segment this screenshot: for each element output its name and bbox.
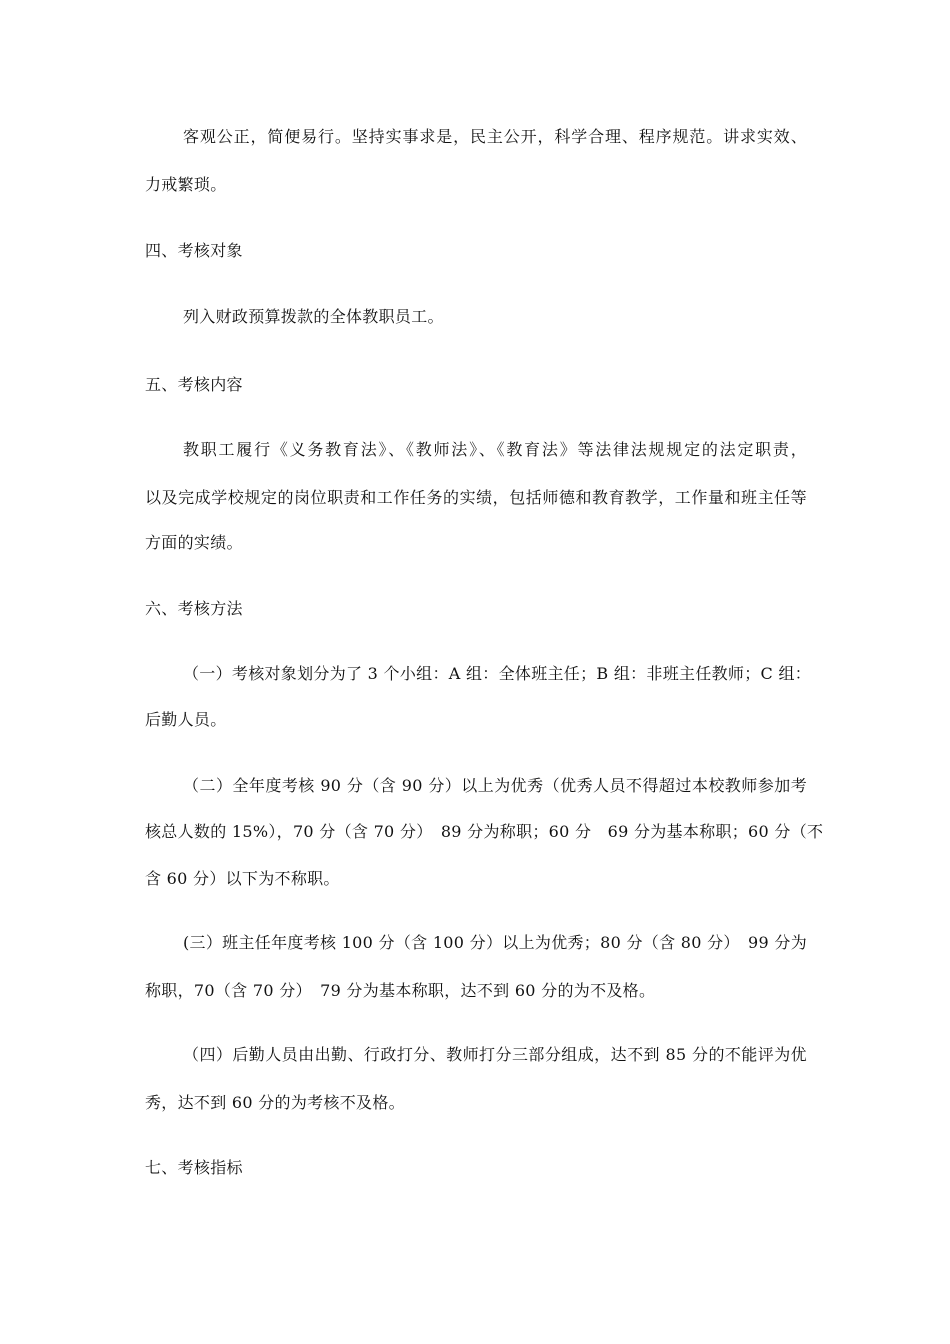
paragraph-targets: 列入财政预算拨款的全体教职员工。: [183, 307, 444, 326]
paragraph-content-line-2: 以及完成学校规定的岗位职责和工作任务的实绩，包括师德和教育教学，工作量和班主任等: [145, 488, 807, 507]
method-2-line-3: 含 60 分）以下为不称职。: [145, 869, 340, 888]
method-2-line-2: 核总人数的 15%），70 分（含 70 分） 89 分为称职；60 分 69 分为基本称职；60 分（不: [145, 822, 824, 841]
section-heading-4: 四、考核对象: [145, 241, 243, 260]
section-heading-6: 六、考核方法: [145, 599, 243, 618]
paragraph-principle-line-1: 客观公正，简便易行。坚持实事求是，民主公开，科学合理、程序规范。讲求实效、: [183, 127, 807, 146]
paragraph-content-line-3: 方面的实绩。: [145, 533, 243, 552]
section-heading-7: 七、考核指标: [145, 1158, 243, 1177]
method-2-line-1: （二）全年度考核 90 分（含 90 分）以上为优秀（优秀人员不得超过本校教师参加考: [183, 776, 807, 795]
method-3-line-2: 称职，70（含 70 分） 79 分为基本称职，达不到 60 分的为不及格。: [145, 981, 656, 1000]
method-4-line-1: （四）后勤人员由出勤、行政打分、教师打分三部分组成，达不到 85 分的不能评为优: [183, 1045, 807, 1064]
method-4-line-2: 秀，达不到 60 分的为考核不及格。: [145, 1093, 405, 1112]
method-1-line-1: （一）考核对象划分为了 3 个小组：A 组：全体班主任；B 组：非班主任教师；C 组：: [183, 664, 812, 683]
method-1-line-2: 后勤人员。: [145, 710, 227, 729]
section-heading-5: 五、考核内容: [145, 375, 243, 394]
paragraph-principle-line-2: 力戒繁琐。: [145, 175, 227, 194]
method-3-line-1: (三）班主任年度考核 100 分（含 100 分）以上为优秀；80 分（含 80 分） 99 分为: [183, 933, 807, 952]
paragraph-content-line-1: 教职工履行《义务教育法》、《教师法》、《教育法》等法律法规规定的法定职责，: [183, 440, 807, 459]
